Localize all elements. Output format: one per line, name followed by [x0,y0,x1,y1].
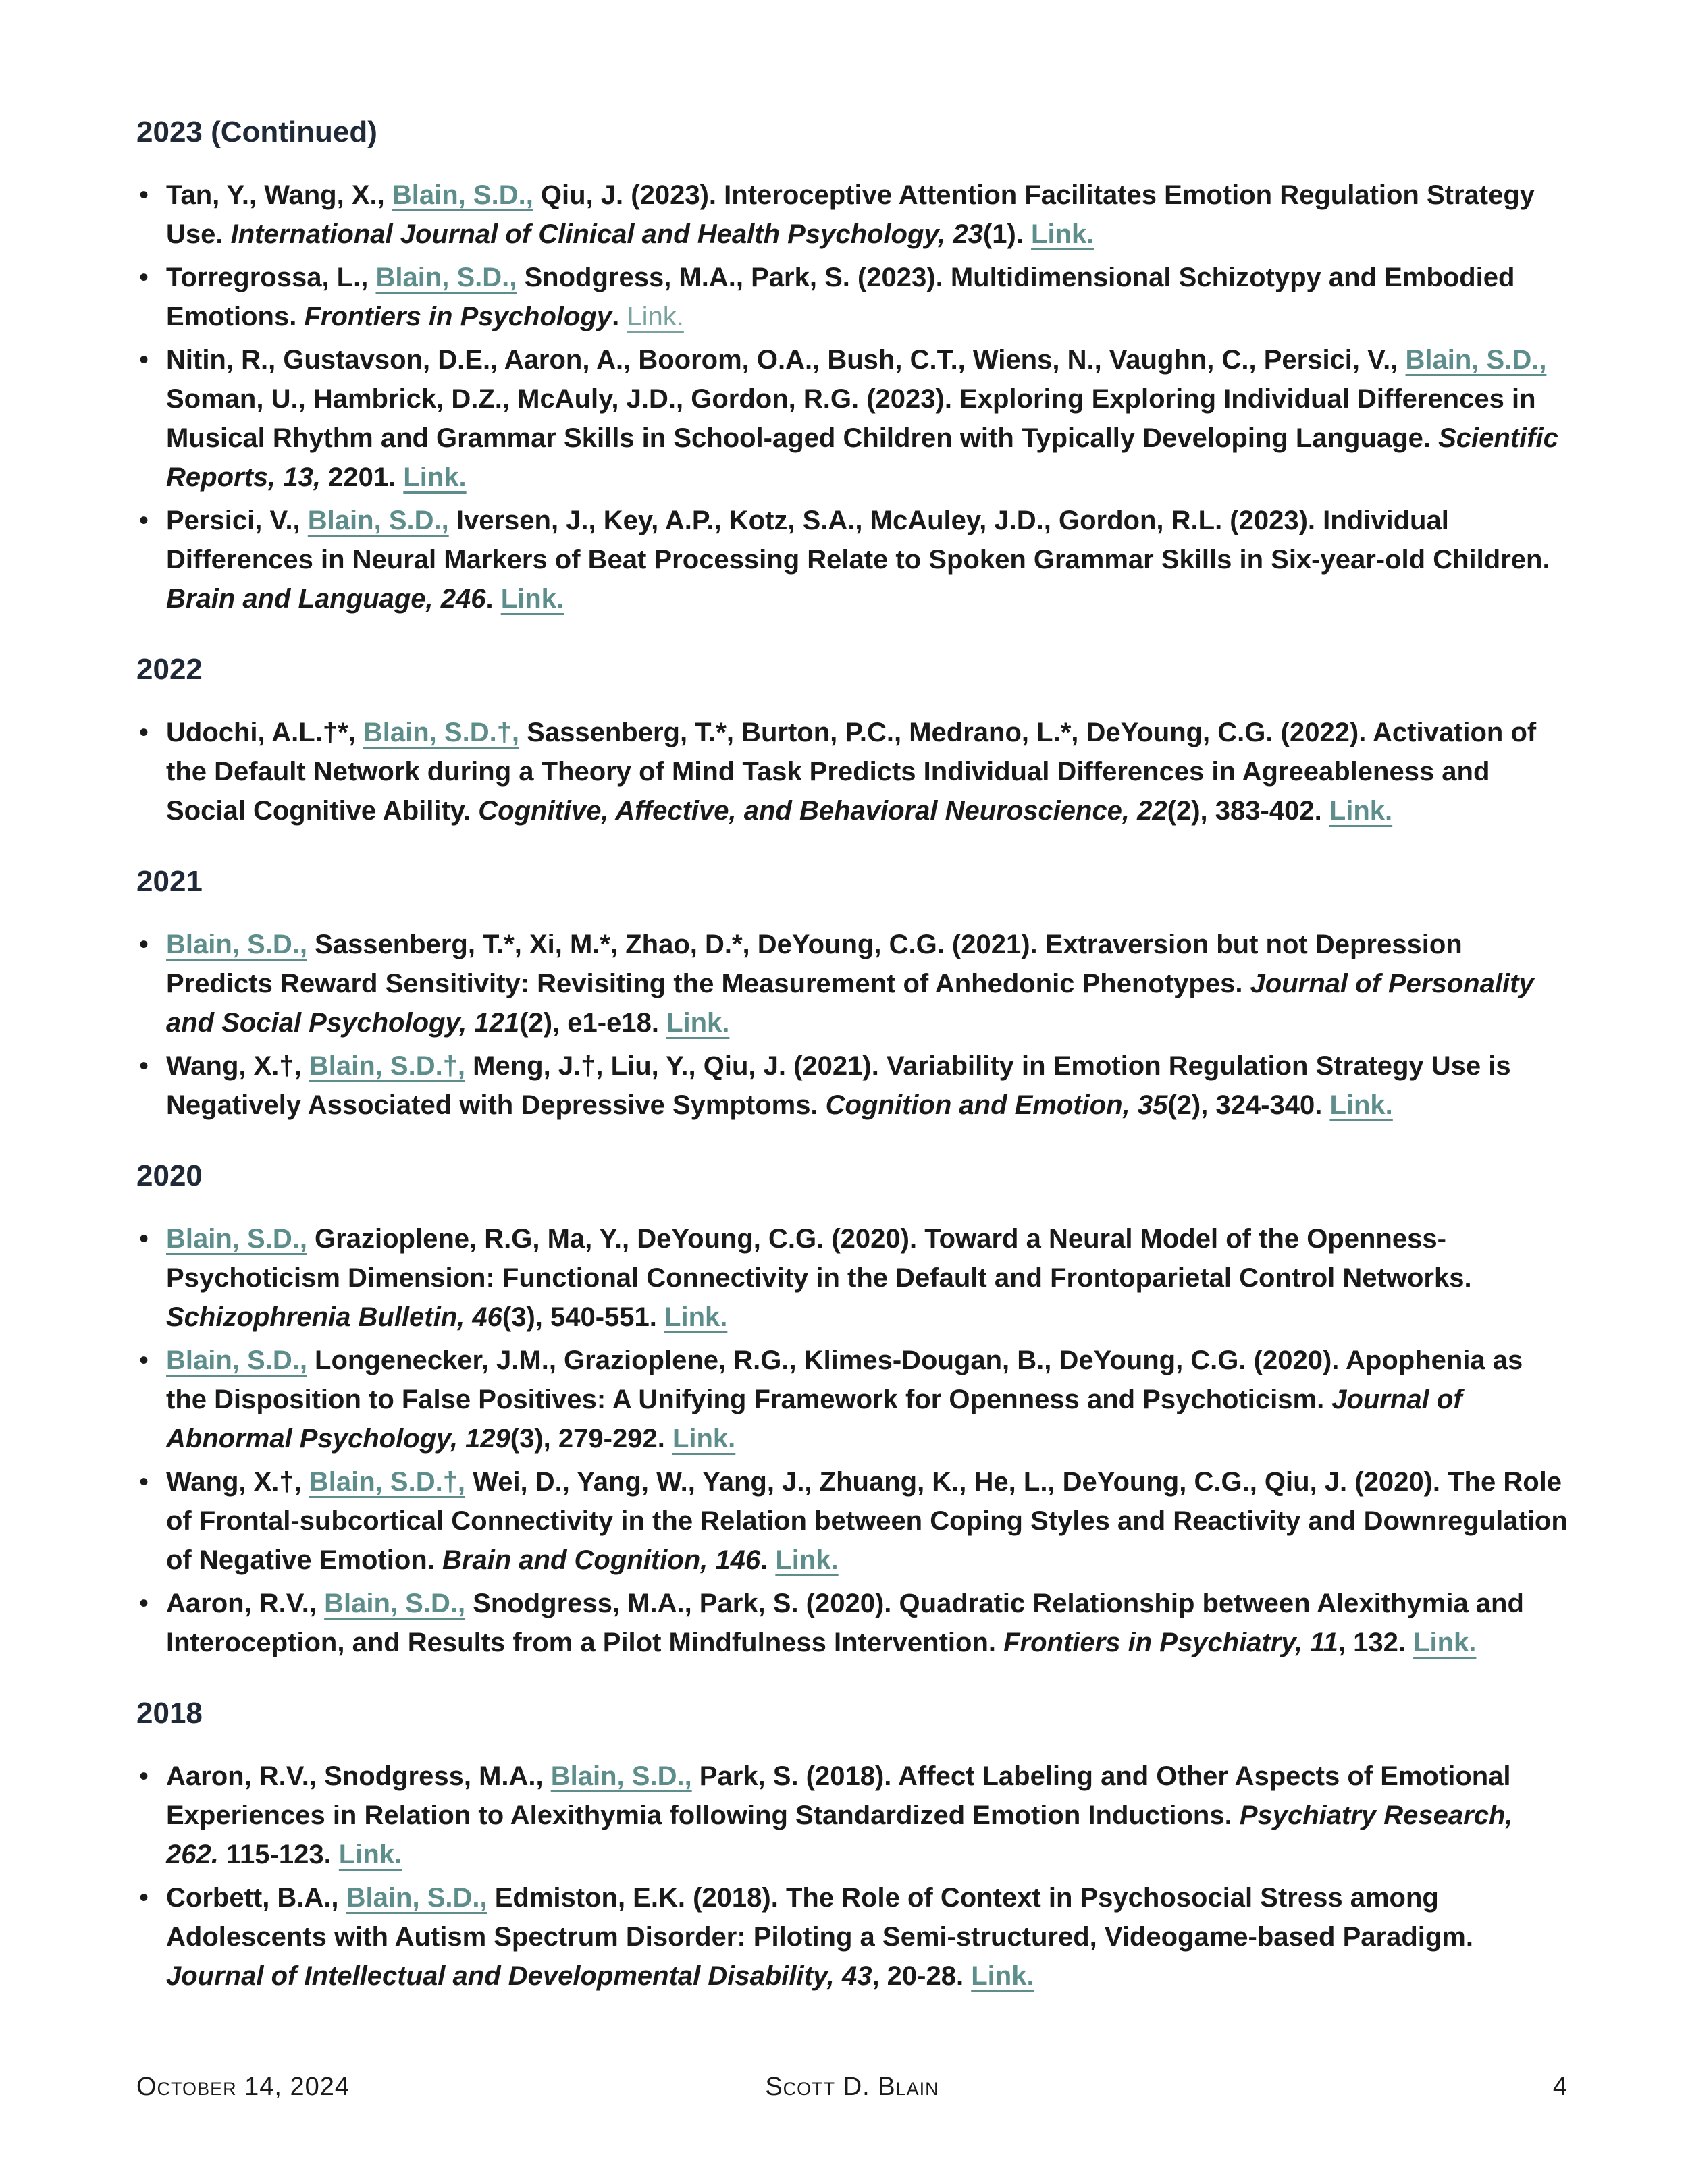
publication-link[interactable]: Link. [1329,1090,1393,1120]
year-heading: 2020 [136,1159,203,1192]
authors-after: Qiu, J. (2023). [533,180,724,210]
authors-before: Tan, Y., Wang, X., [166,180,392,210]
publication-details: . [485,584,501,614]
publication-link[interactable]: Link. [971,1961,1034,1991]
authors-before: Aaron, R.V., [166,1589,325,1618]
year-heading: 2021 [136,865,203,898]
journal-name: Frontiers in Psychology [304,302,612,331]
self-author: Blain, S.D., [166,1346,307,1375]
publication-title: Activation of the Default Network during a Theory of Mind Task Predicts Individual Differences in Agreeableness and Social Cognitive Ability. [166,718,1537,826]
publication-entry [136,501,1568,618]
footer-author: Scott D. Blain [765,2073,939,2101]
authors-after: Iversen, J., Key, A.P., Kotz, S.A., McAuley, J.D., Gordon, R.L. (2023). [448,506,1323,535]
journal-name: Journal of Intellectual and Developmental Disability, 43 [166,1961,872,1991]
publication-title: Interoceptive Attention Facilitates Emotion Regulation Strategy Use. [166,180,1535,249]
publication-details: (3), 540-551. [502,1302,665,1332]
publication-details: (3), 279-292. [510,1424,672,1454]
authors-before: Corbett, B.A., [166,1883,346,1913]
authors-after: Sassenberg, T.*, Xi, M.*, Zhao, D.*, DeYoung, C.G. (2021). [307,930,1045,959]
authors-after: Park, S. (2018). [691,1761,899,1791]
publication-title: Quadratic Relationship between Alexithymia and Interoception, and Results from a Pilot Mindfulness Intervention. [166,1589,1524,1657]
journal-name: Cognition and Emotion, 35 [825,1090,1168,1120]
publication-details: (2), 383-402. [1167,796,1329,826]
self-author: Blain, S.D., [550,1761,692,1791]
year-heading: 2023 (Continued) [136,115,377,149]
entry-list [136,176,1568,618]
self-author: Blain, S.D.†, [309,1051,466,1081]
publication-details: . [760,1545,776,1575]
self-author: Blain, S.D., [1405,345,1547,375]
year-section-2021 [136,857,1568,1125]
journal-name: Schizophrenia Bulletin, 46 [166,1302,502,1332]
publication-details: , 132. [1338,1628,1414,1657]
authors-after: Meng, J.†, Liu, Y., Qiu, J. (2021). [465,1051,887,1081]
journal-name: Scientific Reports, 13, [166,423,1558,492]
authors-after: Soman, U., Hambrick, D.Z., McAuly, J.D., Gordon, R.G. (2023). [166,384,960,414]
year-heading: 2022 [136,653,203,686]
authors-before: Wang, X.†, [166,1467,309,1497]
entry-list [136,925,1568,1125]
self-author: Blain, S.D., [166,1224,307,1254]
entry-list [136,713,1568,830]
publication-link[interactable]: Link. [775,1545,839,1575]
publication-entry [136,1341,1568,1458]
self-author: Blain, S.D.†, [309,1467,466,1497]
publication-entry [136,1219,1568,1337]
publication-title: Apophenia as the Disposition to False Positives: A Unifying Framework for Openness and Psychoticism. [166,1346,1523,1414]
publication-title: Toward a Neural Model of the Openness-Psychoticism Dimension: Functional Connectivity in the Default and Frontoparietal Control Networks. [166,1224,1472,1293]
publication-link[interactable]: Link. [627,302,684,331]
publication-link[interactable]: Link. [403,462,467,492]
journal-name: Psychiatry Research, 262. [166,1801,1513,1869]
publication-details: . [612,302,627,331]
entry-list [136,1219,1568,1662]
authors-before: Aaron, R.V., Snodgress, M.A., [166,1761,551,1791]
authors-after: Edmiston, E.K. (2018). [487,1883,786,1913]
year-section-2023 [136,108,1568,618]
journal-name: Frontiers in Psychiatry, 11 [1003,1628,1338,1657]
self-author: Blain, S.D., [166,930,307,959]
publication-entry [136,1878,1568,1996]
publication-title: Affect Labeling and Other Aspects of Emotional Experiences in Relation to Alexithymia following Standardized Emotion Inductions. [166,1761,1511,1830]
publication-entry [136,258,1568,336]
footer-date: October 14, 2024 [136,2073,350,2101]
publication-title: The Role of Frontal-subcortical Connectivity in the Relation between Coping Styles and Reactivity and Downregulation of Negative Emotion. [166,1467,1568,1575]
self-author: Blain, S.D., [346,1883,487,1913]
publication-title: Extraversion but not Depression Predicts Reward Sensitivity: Revisiting the Measurement of Anhedonic Phenotypes. [166,930,1462,998]
authors-before: Persici, V., [166,506,308,535]
publication-details: 2201. [320,462,404,492]
authors-after: Snodgress, M.A., Park, S. (2023). [517,263,951,292]
authors-after: Snodgress, M.A., Park, S. (2020). [465,1589,899,1618]
authors-after: Sassenberg, T.*, Burton, P.C., Medrano, L.*, DeYoung, C.G. (2022). [519,718,1373,747]
authors-before: Torregrossa, L., [166,263,376,292]
self-author: Blain, S.D., [392,180,533,210]
year-section-2018 [136,1689,1568,1996]
authors-after: Grazioplene, R.G, Ma, Y., DeYoung, C.G. (2020). [307,1224,925,1254]
journal-name: Cognitive, Affective, and Behavioral Neuroscience, 22 [478,796,1167,826]
year-section-2020 [136,1152,1568,1662]
publication-title: Variability in Emotion Regulation Strategy Use is Negatively Associated with Depressive Symptoms. [166,1051,1511,1120]
authors-after: Longenecker, J.M., Grazioplene, R.G., Klimes-Dougan, B., DeYoung, C.G. (2020). [307,1346,1346,1375]
self-author: Blain, S.D., [375,263,517,292]
publication-title: Individual Differences in Neural Markers of Beat Processing Relate to Spoken Grammar Skills in Six-year-old Children. [166,506,1550,575]
journal-name: Brain and Cognition, 146 [442,1545,761,1575]
self-author: Blain, S.D.†, [363,718,520,747]
year-section-2022 [136,645,1568,830]
publication-entry [136,713,1568,830]
publication-entry [136,340,1568,497]
publication-link[interactable]: Link. [1329,796,1393,826]
publication-entry [136,1757,1568,1874]
journal-name: Journal of Personality and Social Psychology, 121 [166,969,1534,1038]
publication-details: (2), 324-340. [1167,1090,1330,1120]
page-number: 4 [1552,2073,1568,2101]
authors-before: Udochi, A.L.†*, [166,718,363,747]
publication-details: (2), e1-e18. [519,1008,667,1038]
authors-after: Wei, D., Yang, W., Yang, J., Zhuang, K., He, L., DeYoung, C.G., Qiu, J. (2020). [465,1467,1448,1497]
authors-before: Wang, X.†, [166,1051,309,1081]
publication-link[interactable]: Link. [672,1424,736,1454]
entry-list [136,1757,1568,1996]
journal-name: Brain and Language, 246 [166,584,486,614]
publications-list [136,108,1568,2000]
publication-link[interactable]: Link. [666,1008,730,1038]
publication-title: The Role of Context in Psychosocial Stress among Adolescents with Autism Spectrum Disorder: Piloting a Semi-structured, Videogame-based Paradigm. [166,1883,1473,1952]
publication-entry [136,1462,1568,1580]
publication-link[interactable]: Link. [338,1840,402,1869]
publication-link[interactable]: Link. [500,584,564,614]
publication-link[interactable]: Link. [1031,219,1094,249]
publication-entry [136,1584,1568,1662]
publication-link[interactable]: Link. [664,1302,728,1332]
publication-entry [136,925,1568,1042]
journal-name: Journal of Abnormal Psychology, 129 [166,1385,1462,1454]
publication-title: Exploring Exploring Individual Differences in Musical Rhythm and Grammar Skills in School-aged Children with Typically Developing Language. [166,384,1536,453]
publication-details: (1). [982,219,1032,249]
page-footer [136,2073,1568,2113]
year-heading: 2018 [136,1697,203,1730]
self-author: Blain, S.D., [324,1589,466,1618]
publication-title: Multidimensional Schizotypy and Embodied Emotions. [166,263,1515,331]
journal-name: International Journal of Clinical and Health Psychology, 23 [230,219,983,249]
publication-entry [136,1046,1568,1125]
authors-before: Nitin, R., Gustavson, D.E., Aaron, A., Boorom, O.A., Bush, C.T., Wiens, N., Vaughn, C., Persici, V., [166,345,1406,375]
self-author: Blain, S.D., [307,506,449,535]
publication-link[interactable]: Link. [1413,1628,1477,1657]
publication-entry [136,176,1568,254]
publication-details: , 20-28. [872,1961,972,1991]
publication-details: 115-123. [218,1840,339,1869]
